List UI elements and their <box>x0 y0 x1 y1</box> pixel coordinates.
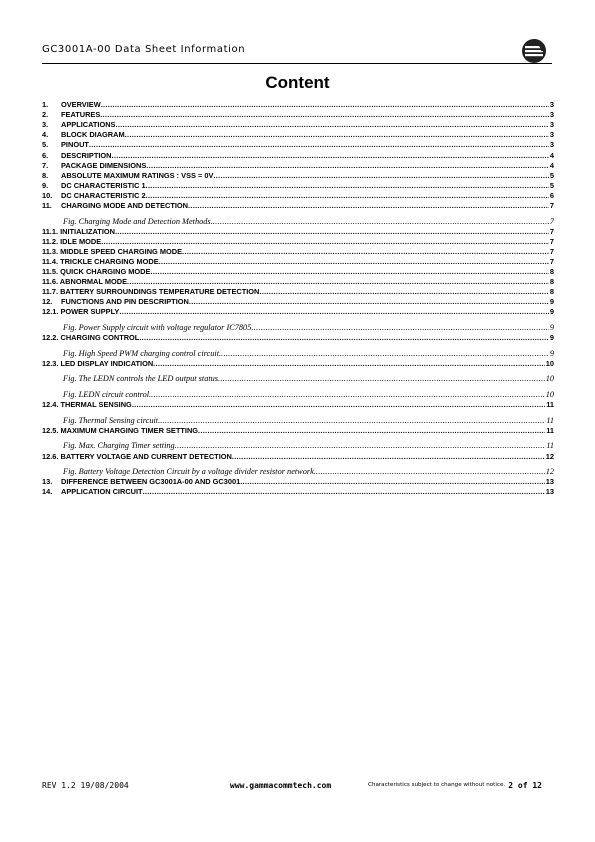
toc-leader-dots <box>232 453 545 461</box>
toc-leader-dots <box>151 391 545 399</box>
toc-entry-label: FUNCTIONS AND PIN DESCRIPTION <box>61 297 189 307</box>
toc-entry-label: FEATURES <box>61 110 101 120</box>
toc-entry-page: 3 <box>549 140 554 150</box>
toc-leader-dots <box>198 427 545 435</box>
toc-entry[interactable] <box>42 425 554 435</box>
toc-entry-page: 10 <box>545 358 554 368</box>
toc-entry-number: 8. <box>42 170 49 180</box>
toc-leader-dots <box>146 192 549 200</box>
toc-entry[interactable] <box>42 129 554 139</box>
toc-entry-label: ABSOLUTE MAXIMUM RATINGS : VSS = 0V <box>61 170 214 180</box>
toc-entry-number: 12. <box>42 297 53 307</box>
toc-leader-dots <box>251 324 548 332</box>
document-title: GC3001A-00 Data Sheet Information <box>42 44 246 55</box>
toc-entry[interactable] <box>42 266 554 276</box>
toc-entry-label: PACKAGE DIMENSIONS <box>61 160 147 170</box>
toc-leader-dots <box>101 101 549 109</box>
toc-entry-label: 11.1. INITIALIZATION <box>42 226 115 236</box>
toc-entry-label: Fig. LEDN circuit control. <box>63 390 152 400</box>
toc-entry-label: DESCRIPTION <box>61 150 112 160</box>
toc-entry[interactable] <box>42 160 554 170</box>
toc-entry-label: OVERVIEW <box>61 100 101 110</box>
toc-entry-page: 11 <box>546 400 554 410</box>
toc-entry-number: 1. <box>42 100 49 110</box>
toc-entry[interactable] <box>42 236 554 246</box>
toc-entry-page: 13 <box>545 477 554 487</box>
toc-entry-label: 11.3. MIDDLE SPEED CHARGING MODE <box>42 246 183 256</box>
toc-entry-label: 12.5. MAXIMUM CHARGING TIMER SETTING <box>42 425 199 435</box>
toc-leader-dots <box>175 442 546 450</box>
toc-leader-dots <box>101 238 549 246</box>
toc-entry[interactable] <box>42 170 554 180</box>
toc-entry-label: Fig. High Speed PWM charging control circuit. <box>63 348 222 358</box>
toc-leader-dots <box>115 121 548 129</box>
toc-entry-page: 5 <box>549 170 554 180</box>
toc-entry-label: DIFFERENCE BETWEEN GC3001A-00 AND GC3001 <box>61 477 241 487</box>
toc-entry-number: 2. <box>42 110 49 120</box>
toc-entry[interactable] <box>42 332 554 342</box>
toc-entry[interactable] <box>42 306 554 316</box>
toc-leader-dots <box>213 172 548 180</box>
toc-entry-number: 4. <box>42 130 49 140</box>
toc-entry-page: 7 <box>549 216 554 226</box>
toc-entry[interactable] <box>42 200 554 210</box>
toc-entry-page: 5 <box>549 180 554 190</box>
toc-entry[interactable] <box>42 180 554 190</box>
toc-entry-label: Fig. Charging Mode and Detection Methods. <box>63 216 213 226</box>
toc-figure-entry[interactable] <box>42 461 554 477</box>
toc-figure-entry[interactable] <box>42 342 554 358</box>
disclaimer-note: Characteristics subject to change without notice. <box>368 782 506 788</box>
toc-entry-label: 12.4. THERMAL SENSING <box>42 400 132 410</box>
toc-entry-page: 4 <box>549 160 554 170</box>
revision-date: REV 1.2 19/08/2004 <box>42 781 129 790</box>
toc-entry[interactable] <box>42 358 554 368</box>
toc-entry-label: APPLICATION CIRCUIT <box>61 487 143 497</box>
toc-entry[interactable] <box>42 486 554 496</box>
toc-leader-dots <box>132 401 545 409</box>
toc-entry-number: 13. <box>42 477 53 487</box>
toc-entry-page: 7 <box>549 246 554 256</box>
toc-figure-entry[interactable] <box>42 383 554 399</box>
toc-entry-label: 11.5. QUICK CHARGING MODE <box>42 267 151 277</box>
toc-entry-number: 6. <box>42 150 49 160</box>
toc-leader-dots <box>115 228 549 236</box>
toc-leader-dots <box>316 468 545 476</box>
toc-entry-label: 11.4. TRICKLE CHARGING MODE <box>42 257 159 266</box>
toc-entry-page: 9 <box>549 297 554 307</box>
toc-entry-page: 12 <box>545 451 554 461</box>
toc-entry[interactable] <box>42 190 554 200</box>
toc-entry[interactable] <box>42 476 554 486</box>
toc-leader-dots <box>150 268 548 276</box>
toc-entry[interactable] <box>42 119 554 129</box>
toc-entry-label: 12.1. POWER SUPPLY <box>42 307 120 317</box>
toc-leader-dots <box>143 488 545 496</box>
page-number: 2 of 12 <box>508 781 542 790</box>
toc-figure-entry[interactable] <box>42 409 554 425</box>
toc-entry-number: 5. <box>42 140 49 150</box>
toc-leader-dots <box>259 288 549 296</box>
toc-figure-entry[interactable] <box>42 435 554 451</box>
company-logo-icon <box>521 38 547 64</box>
toc-entry[interactable] <box>42 399 554 409</box>
toc-leader-dots <box>218 375 545 383</box>
toc-entry-label: 11.7. BATTERY SURROUNDINGS TEMPERATURE DETECTION <box>42 287 260 297</box>
toc-entry-label: PINOUT <box>61 140 89 150</box>
toc-entry-page: 9 <box>549 348 554 358</box>
toc-entry-page: 7 <box>549 201 554 211</box>
table-of-contents <box>42 99 554 496</box>
website-link[interactable]: www.gammacommtech.com <box>230 781 332 790</box>
toc-entry-page: 10 <box>545 374 554 384</box>
toc-entry-page: 6 <box>549 190 554 200</box>
toc-entry-page: 9 <box>549 333 554 343</box>
toc-entry-page: 9 <box>549 307 554 317</box>
toc-leader-dots <box>146 182 549 190</box>
toc-entry-label: 12.2. CHARGING CONTROL <box>42 333 140 343</box>
toc-leader-dots <box>153 360 545 368</box>
header-rule <box>42 63 552 64</box>
toc-entry-label: Fig. Battery Voltage Detection Circuit by a voltage divider resistor network. <box>63 467 316 477</box>
toc-entry-page: 3 <box>549 130 554 140</box>
toc-entry[interactable] <box>42 109 554 119</box>
toc-entry-page: 9 <box>549 323 554 333</box>
toc-entry-label: CHARGING MODE AND DETECTION <box>61 201 189 211</box>
toc-entry-label: Fig. The LEDN controls the LED output status <box>63 374 219 384</box>
toc-entry-label: Fig. Power Supply circuit with voltage regulator IC7805 <box>63 323 252 333</box>
toc-entry-page: 3 <box>549 100 554 110</box>
toc-leader-dots <box>182 248 549 256</box>
toc-leader-dots <box>139 334 549 342</box>
toc-leader-dots <box>89 141 549 149</box>
toc-entry-label: DC CHARACTERISTIC 2 <box>61 190 146 200</box>
toc-entry[interactable] <box>42 276 554 286</box>
toc-leader-dots <box>159 258 549 266</box>
toc-leader-dots <box>160 417 545 425</box>
page-title: Content <box>265 73 330 92</box>
toc-entry-label: 11.6. ABNORMAL MODE <box>42 277 128 287</box>
toc-leader-dots <box>112 152 549 160</box>
toc-entry-label: APPLICATIONS <box>61 120 116 130</box>
toc-entry-number: 11. <box>42 201 52 211</box>
toc-figure-entry[interactable] <box>42 316 554 332</box>
toc-leader-dots <box>119 308 549 316</box>
toc-entry-number: 7. <box>42 160 49 170</box>
toc-entry-page: 10 <box>545 390 554 400</box>
toc-entry[interactable] <box>42 226 554 236</box>
toc-entry-page: 13 <box>545 487 554 497</box>
toc-entry-page: 11 <box>546 441 554 451</box>
toc-entry-page: 11 <box>546 425 554 435</box>
toc-entry-page: 7 <box>549 226 554 236</box>
toc-entry-label: BLOCK DIAGRAM <box>61 130 125 140</box>
toc-entry-page: 8 <box>549 287 554 297</box>
toc-leader-dots <box>127 278 549 286</box>
toc-entry-page: 7 <box>549 236 554 246</box>
toc-entry[interactable] <box>42 296 554 306</box>
toc-entry-label: 11.2. IDLE MODE <box>42 236 102 246</box>
toc-entry-page: 3 <box>549 110 554 120</box>
toc-figure-entry[interactable] <box>42 368 554 384</box>
toc-entry[interactable] <box>42 286 554 296</box>
toc-entry-label: 12.6. BATTERY VOLTAGE AND CURRENT DETECTION <box>42 451 232 461</box>
toc-entry-page: 8 <box>549 267 554 277</box>
toc-entry[interactable] <box>42 149 554 159</box>
toc-entry[interactable] <box>42 256 554 266</box>
toc-leader-dots <box>189 298 549 306</box>
toc-leader-dots <box>213 218 549 226</box>
toc-entry-label: Fig. Max. Charging Timer setting <box>63 441 175 451</box>
page-header <box>42 44 552 60</box>
toc-figure-entry[interactable] <box>42 210 554 226</box>
toc-entry-page: 8 <box>549 277 554 287</box>
toc-leader-dots <box>240 478 545 486</box>
page-footer <box>42 781 552 793</box>
toc-entry-number: 10. <box>42 190 53 200</box>
toc-entry-label: Fig. Thermal Sensing circuit. <box>63 415 161 425</box>
toc-leader-dots <box>188 202 549 210</box>
toc-entry[interactable] <box>42 99 554 109</box>
toc-entry-page: 12 <box>545 467 554 477</box>
toc-entry-page: 4 <box>549 150 554 160</box>
toc-entry-page: 7 <box>549 257 554 266</box>
toc-entry-label: DC CHARACTERISTIC 1 <box>61 180 146 190</box>
toc-entry[interactable] <box>42 450 554 460</box>
toc-leader-dots <box>100 111 549 119</box>
toc-leader-dots <box>146 162 549 170</box>
toc-entry-number: 3. <box>42 120 49 130</box>
toc-entry[interactable] <box>42 139 554 149</box>
toc-entry[interactable] <box>42 246 554 256</box>
toc-entry-page: 3 <box>549 120 554 130</box>
toc-entry-page: 11 <box>546 415 554 425</box>
toc-leader-dots <box>125 131 549 139</box>
toc-entry-number: 9. <box>42 180 49 190</box>
toc-leader-dots <box>221 350 549 358</box>
toc-entry-label: 12.3. LED DISPLAY INDICATION <box>42 358 154 368</box>
toc-entry-number: 14. <box>42 487 53 497</box>
